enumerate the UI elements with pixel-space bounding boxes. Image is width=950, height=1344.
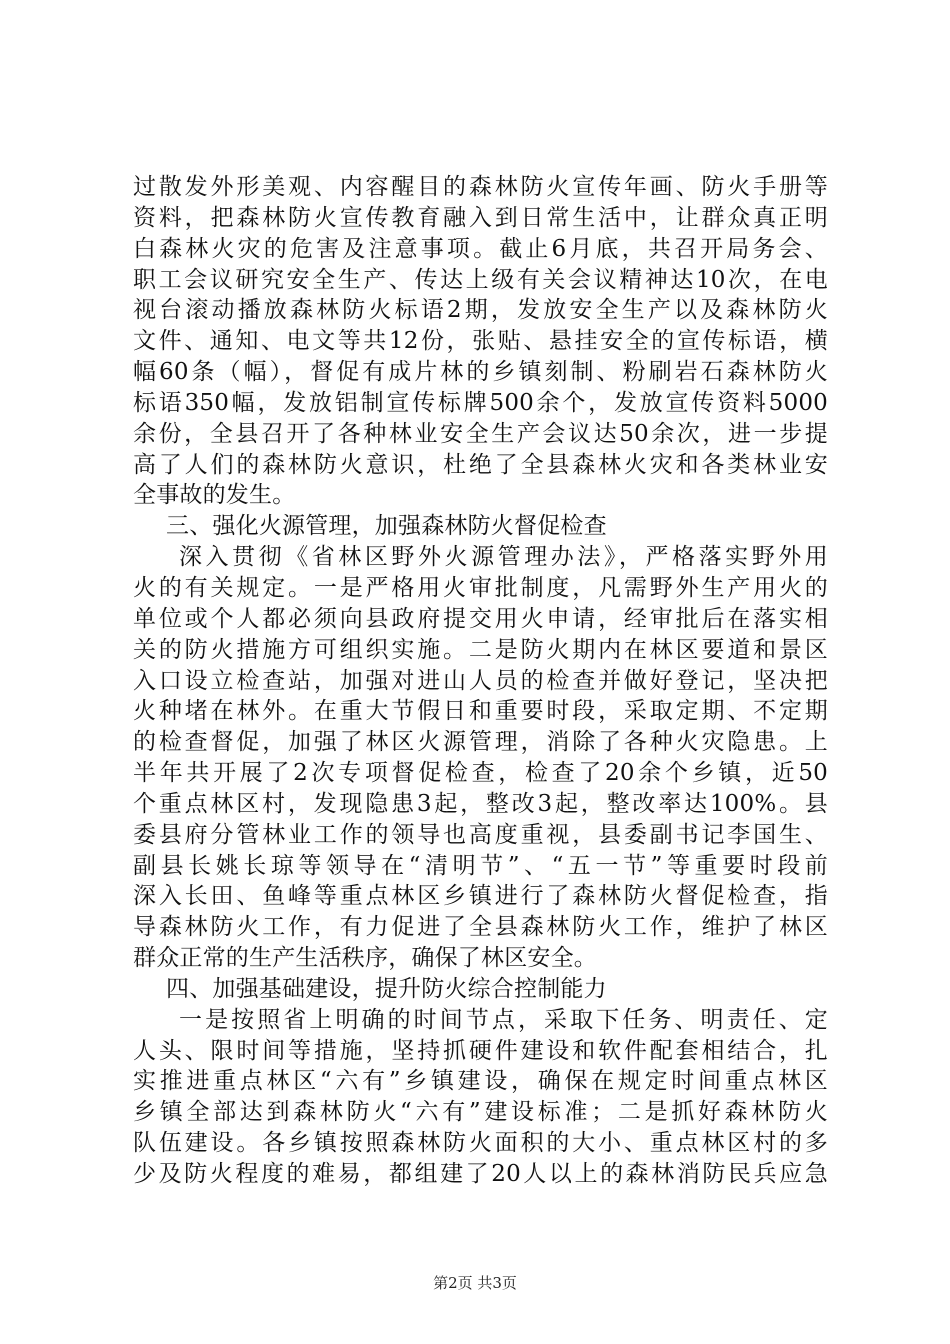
text-line: 少及防火程度的难易，都组建了20人以上的森林消防民兵应急 [133, 1161, 828, 1187]
text-line: 高了人们的森林防火意识，杜绝了全县森林火灾和各类林业安 [133, 451, 828, 478]
text-line: 文件、通知、电文等共12份，张贴、悬挂安全的宣传标语，横 [133, 328, 828, 355]
text-line: 人头、限时间等措施，坚持抓硬件建设和软件配套相结合，扎 [133, 1037, 828, 1064]
text-line: 个重点林区村，发现隐患3起，整改3起，整改率达100%。县 [133, 790, 828, 817]
text-line: 幅60条（幅），督促有成片林的乡镇刻制、粉刷岩石森林防火 [133, 359, 828, 386]
text-line: 队伍建设。各乡镇按照森林防火面积的大小、重点林区村的多 [133, 1130, 828, 1157]
text-line: 余份，全县召开了各种林业安全生产会议达50余次，进一步提 [133, 420, 828, 447]
text-line: 火的有关规定。一是严格用火审批制度，凡需野外生产用火的 [133, 574, 828, 601]
text-line: 导森林防火工作，有力促进了全县森林防火工作，维护了林区 [133, 914, 828, 941]
section-heading: 四、加强基础建设，提升防火综合控制能力 [166, 975, 607, 1002]
text-line: 白森林火灾的危害及注意事项。截止6月底，共召开局务会、 [133, 235, 828, 262]
text-line: 深入长田、鱼峰等重点林区乡镇进行了森林防火督促检查，指 [133, 883, 828, 910]
text-line: 过散发外形美观、内容醒目的森林防火宣传年画、防火手册等 [133, 174, 828, 200]
page-number-footer: 第2页 共3页 [433, 1274, 517, 1292]
text-line: 关的防火措施方可组织实施。二是防火期内在林区要道和景区 [133, 636, 828, 663]
text-line: 乡镇全部达到森林防火“六有”建设标准；二是抓好森林防火 [133, 1099, 828, 1126]
text-line: 群众正常的生产生活秩序，确保了林区安全。 [133, 945, 597, 972]
text-line: 入口设立检查站，加强对进山人员的检查并做好登记，坚决把 [133, 667, 828, 694]
document-body [133, 172, 828, 1190]
text-line: 标语350幅，发放铝制宣传标牌500余个，发放宣传资料5000 [133, 389, 828, 416]
text-line: 视台滚动播放森林防火标语2期，发放安全生产以及森林防火 [133, 297, 828, 324]
text-line: 资料，把森林防火宣传教育融入到日常生活中，让群众真正明 [133, 204, 828, 231]
text-line: 半年共开展了2次专项督促检查，检查了20余个乡镇，近50 [133, 760, 828, 787]
text-line: 副县长姚长琼等领导在“清明节”、“五一节”等重要时段前 [133, 852, 828, 879]
text-line: 的检查督促，加强了林区火源管理，消除了各种火灾隐患。上 [133, 729, 828, 756]
text-line: 委县府分管林业工作的领导也高度重视，县委副书记李国生、 [133, 821, 828, 848]
text-line: 职工会议研究安全生产、传达上级有关会议精神达10次，在电 [133, 266, 828, 293]
text-line: 深入贯彻《省林区野外火源管理办法》，严格落实野外用 [179, 544, 828, 571]
text-line: 火种堵在林外。在重大节假日和重要时段，采取定期、不定期 [133, 698, 828, 725]
text-line: 单位或个人都必须向县政府提交用火申请，经审批后在落实相 [133, 605, 828, 632]
text-line: 全事故的发生。 [133, 482, 296, 509]
section-heading: 三、强化火源管理，加强森林防火督促检查 [166, 513, 607, 540]
text-line: 实推进重点林区“六有”乡镇建设，确保在规定时间重点林区 [133, 1068, 828, 1095]
text-line: 一是按照省上明确的时间节点，采取下任务、明责任、定 [179, 1006, 828, 1033]
